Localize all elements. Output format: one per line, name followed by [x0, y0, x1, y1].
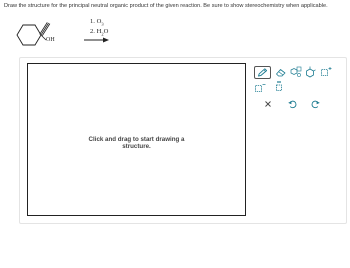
alkyne-triple-bond — [40, 22, 50, 35]
question-prompt: Draw the structure for the principal neutral organic product of the given reaction. Be sure to show stereochemistry when applicable. — [4, 3, 328, 9]
ring-tool-button[interactable] — [304, 66, 316, 78]
delete-charge-icon — [254, 82, 266, 93]
pencil-tool-button[interactable] — [254, 66, 271, 79]
redo-icon — [311, 99, 321, 109]
redo-button[interactable] — [310, 98, 322, 109]
template-tool-button[interactable] — [288, 66, 302, 78]
reactant-structure — [0, 0, 350, 60]
charge-tool-button[interactable] — [320, 66, 332, 77]
undo-button[interactable] — [286, 98, 298, 109]
template-icon — [288, 66, 302, 78]
undo-icon — [287, 99, 297, 109]
hydroxyl-label: OH — [46, 37, 55, 43]
pencil-icon — [257, 68, 268, 77]
charge-icon — [320, 66, 332, 77]
cyclohexane-ring — [17, 25, 41, 45]
drawing-canvas[interactable] — [27, 63, 246, 216]
reaction-scheme — [0, 0, 350, 60]
atom-icon — [273, 80, 285, 92]
reagent-step-1: 1. $O_3$ — [90, 18, 104, 27]
clear-icon — [263, 99, 273, 109]
atom-tool-button[interactable] — [273, 80, 285, 92]
ring-template-icon — [304, 66, 316, 78]
eraser-tool-button[interactable] — [275, 67, 287, 78]
clear-button[interactable] — [262, 98, 274, 109]
reaction-arrow — [84, 38, 109, 43]
canvas-placeholder: Click and drag to start drawing a structure. — [88, 136, 185, 150]
negative-charge-tool-button[interactable] — [254, 82, 266, 93]
eraser-icon — [275, 68, 287, 77]
reagent-step-2: 2. $H_2O$ — [90, 28, 109, 37]
